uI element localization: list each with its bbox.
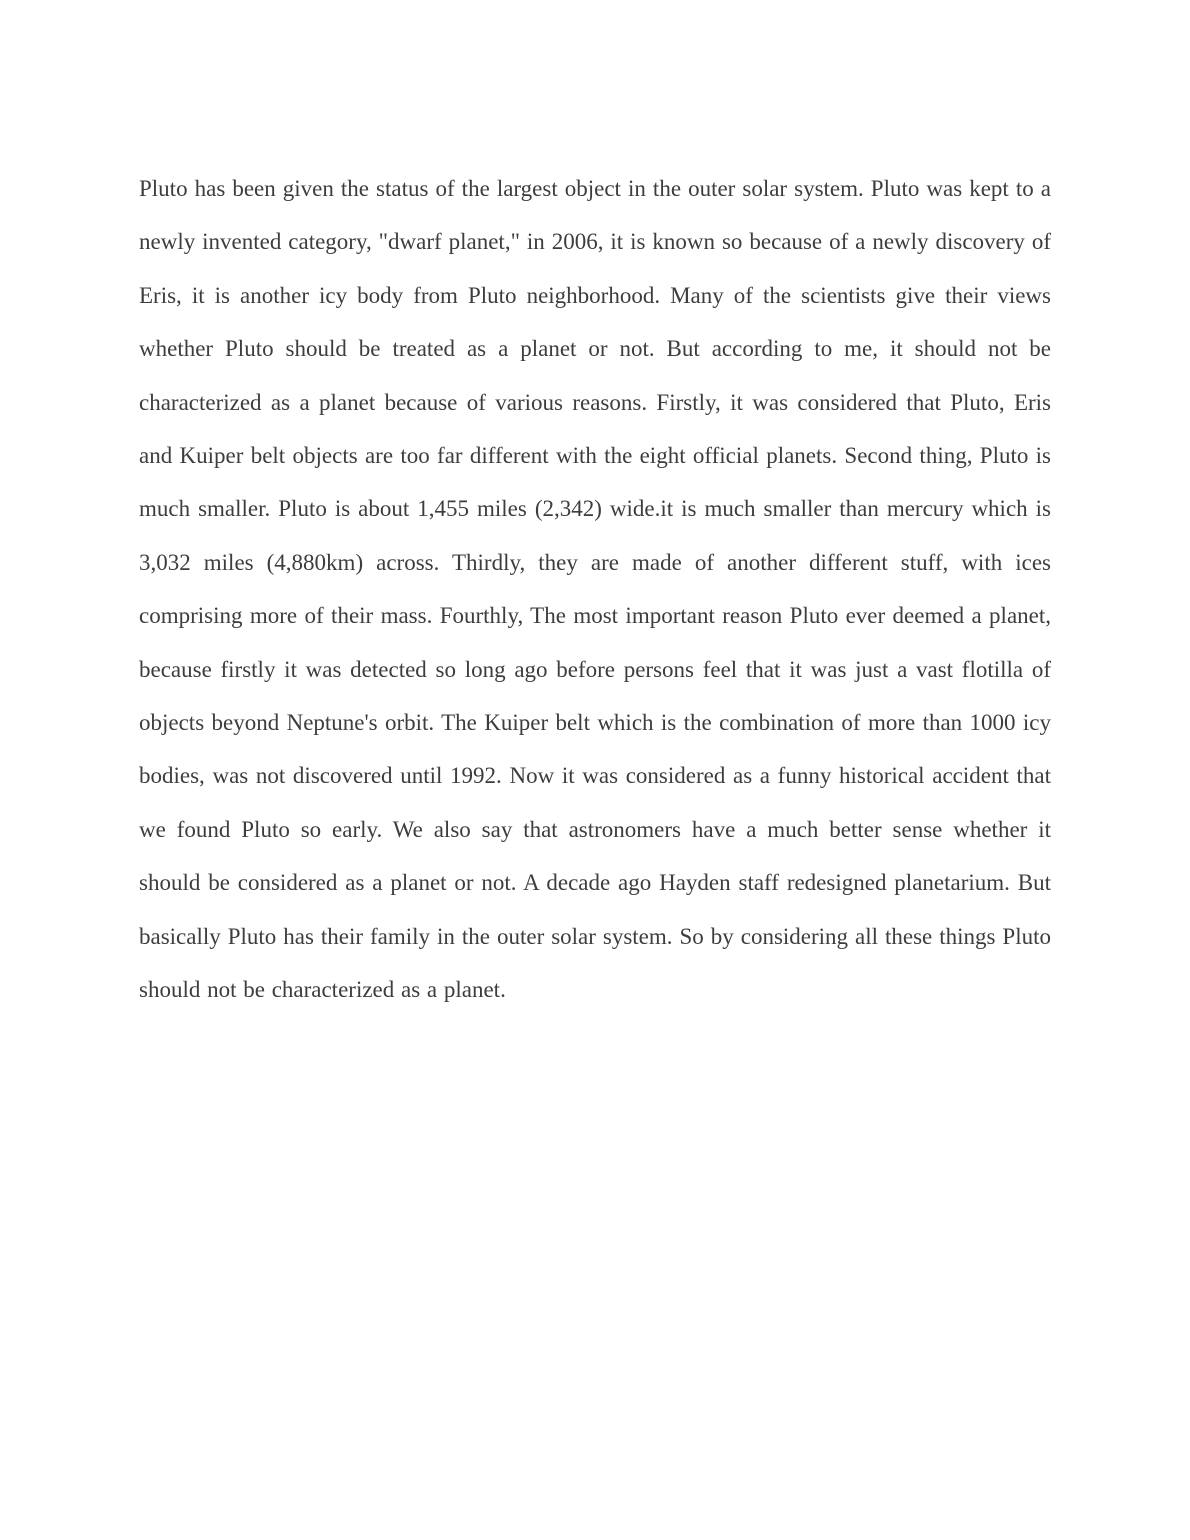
essay-paragraph: Pluto has been given the status of the largest object in the outer solar system. Pluto was kept to a newly invented category, "dwarf planet," in 2006, it is known so because of a newly discovery of Eris, it is another icy body from Pluto neighborhood. Many of the scientists give their views whether Pluto should be treated as a planet or not. But according to me, it should not be characterized as a planet because of various reasons. Firstly, it was considered that Pluto, Eris and Kuiper belt objects are too far different with the eight official planets. Second thing, Pluto is much smaller. Pluto is about 1,455 miles (2,342) wide.it is much smaller than mercury which is 3,032 miles (4,880km) across. Thirdly, they are made of another different stuff, with ices comprising more of their mass. Fourthly, The most important reason Pluto ever deemed a planet, because firstly it was detected so long ago before persons feel that it was just a vast flotilla of objects beyond Neptune's orbit. The Kuiper belt which is the combination of more than 1000 icy bodies, was not discovered until 1992. Now it was considered as a funny historical accident that we found Pluto so early. We also say that astronomers have a much better sense whether it should be considered as a planet or not. A decade ago Hayden staff redesigned planetarium. But basically Pluto has their family in the outer solar system. So by considering all these things Pluto should not be characterized as a planet.	[139, 176, 1051, 1003]
